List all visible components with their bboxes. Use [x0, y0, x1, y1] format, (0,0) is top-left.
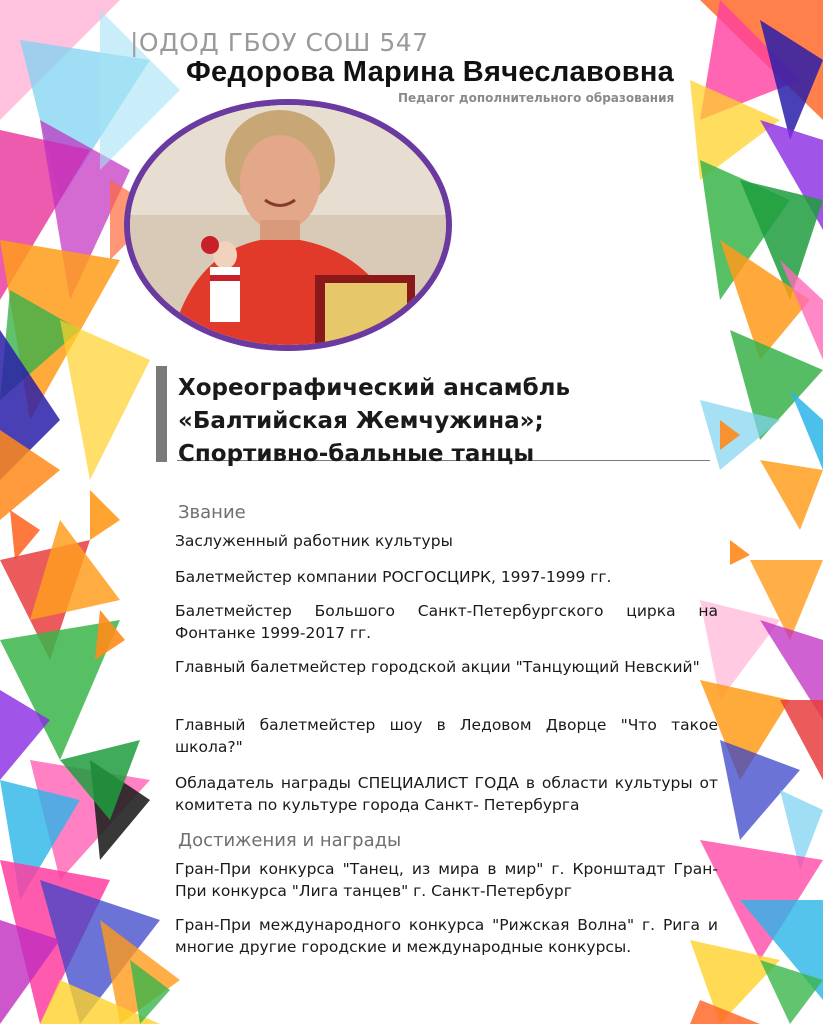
ensemble-line-2: «Балтийская Жемчужина»; — [178, 408, 544, 434]
title-item: Обладатель награды СПЕЦИАЛИСТ ГОДА в области культуры от комитета по культуре города Санкт- Петербурга — [175, 774, 718, 814]
title-item: Главный балетмейстер шоу в Ледовом Дворце "Что такое школа?" — [175, 716, 718, 756]
teacher-name: Федорова Марина Вячеславовна — [186, 56, 675, 88]
section-heading-title: Звание — [178, 502, 246, 523]
award-item: Гран-При международного конкурса "Рижская Волна" г. Рига и многие другие городские и международные конкурсы. — [175, 916, 718, 956]
section-heading-awards: Достижения и награды — [178, 830, 402, 851]
title-item: Балетмейстер компании РОСГОСЦИРК, 1997-1999 гг. — [175, 568, 612, 586]
award-item: Гран-При конкурса "Танец, из мира в мир" г. Кронштадт Гран-При конкурса "Лига танцев" г. Санкт-Петербург — [175, 860, 718, 900]
ensemble-line-3: Спортивно-бальные танцы — [178, 441, 535, 467]
portrait-photo — [124, 99, 452, 351]
title-item: Главный балетмейстер городской акции "Танцующий Невский" — [175, 658, 700, 676]
ensemble-accent-bar — [156, 366, 167, 462]
teacher-role: Педагог дополнительного образования — [398, 91, 675, 105]
ensemble-line-1: Хореографический ансамбль — [178, 375, 571, 401]
title-item: Заслуженный работник культуры — [175, 532, 453, 550]
ensemble-title — [178, 372, 698, 471]
title-item: Балетмейстер Большого Санкт-Петербургского цирка на Фонтанке 1999-2017 гг. — [175, 602, 718, 642]
organization-label: |ОДОД ГБОУ СОШ 547 — [130, 28, 429, 57]
